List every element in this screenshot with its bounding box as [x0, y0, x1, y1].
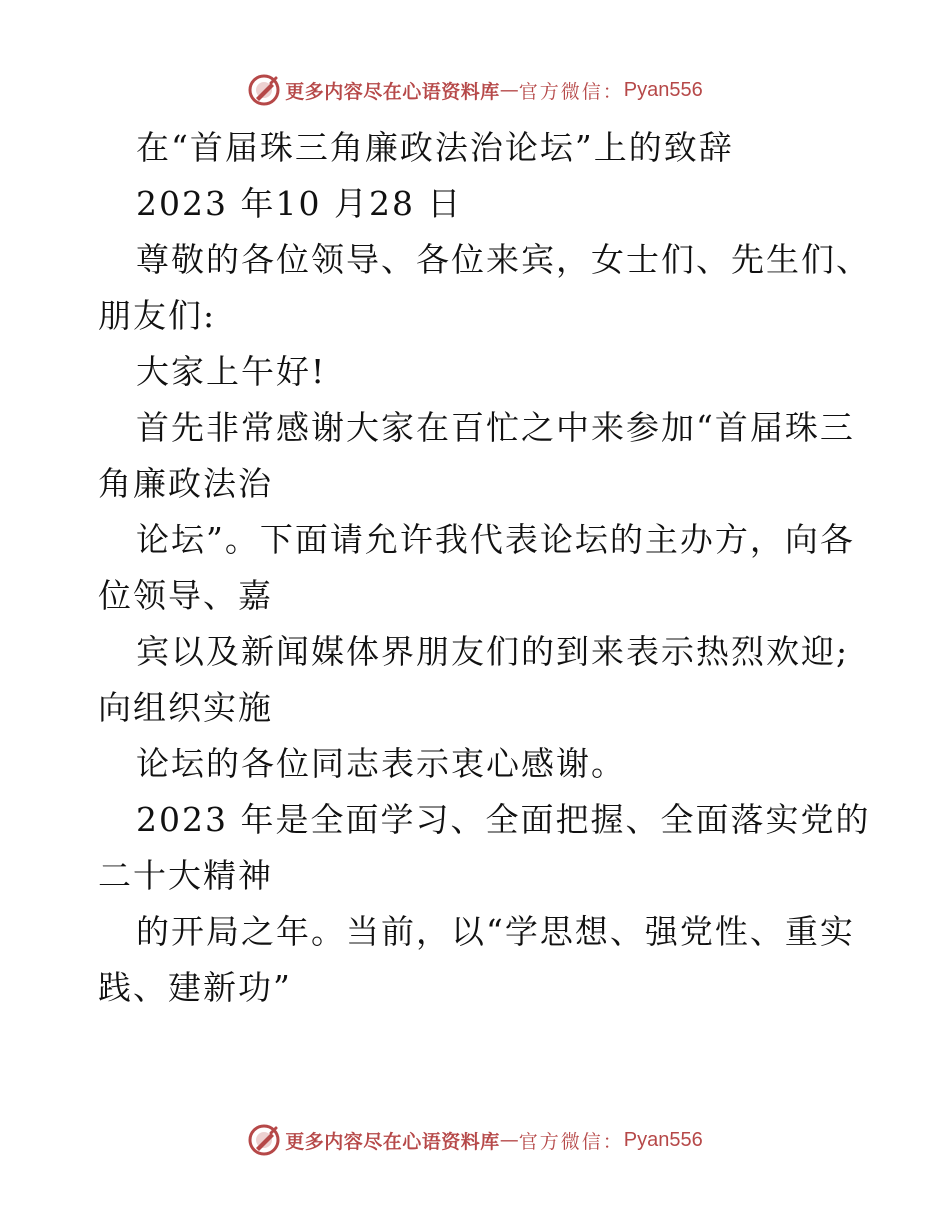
- banner-wechat-label: 官方微信：: [518, 80, 624, 103]
- header-watermark-banner: [0, 70, 950, 110]
- text-line: 朋友们:: [98, 296, 217, 335]
- text-line: 尊敬的各位领导、各位来宾，女士们、先生们、: [136, 240, 871, 279]
- banner-wechat-label: 官方微信：: [518, 1130, 624, 1153]
- text-line: 2023 年是全面学习、全面把握、全面落实党的: [136, 800, 871, 839]
- pen-logo-icon: [247, 73, 281, 107]
- document-title: 在“首届珠三角廉政法治论坛”上的致辞: [136, 128, 734, 167]
- text-line: 大家上午好!: [136, 352, 327, 391]
- text-line: 首先非常感谢大家在百忙之中来参加“首届珠三: [136, 408, 855, 447]
- pen-logo-icon: [247, 1123, 281, 1157]
- text-line: 践、建新功”: [98, 968, 292, 1007]
- footer-watermark-banner: [0, 1120, 950, 1160]
- text-line: 向组织实施: [98, 688, 273, 727]
- text-line: 宾以及新闻媒体界朋友们的到来表示热烈欢迎;: [136, 632, 850, 671]
- document-date: 2023 年10 月28 日: [136, 184, 463, 223]
- text-line: 二十大精神: [98, 856, 273, 895]
- text-line: 的开局之年。当前，以“学思想、强党性、重实: [136, 912, 855, 951]
- banner-text: 更多内容尽在心语资料库: [285, 80, 500, 103]
- text-line: 角廉政法治: [98, 464, 273, 503]
- banner-wechat-id: Pyan556: [623, 78, 703, 101]
- text-line: 位领导、嘉: [98, 576, 273, 615]
- banner-separator: —: [499, 1129, 519, 1151]
- text-line: 论坛的各位同志表示衷心感谢。: [136, 744, 626, 783]
- banner-text: 更多内容尽在心语资料库: [285, 1130, 500, 1153]
- banner-separator: —: [499, 79, 519, 101]
- text-line: 论坛”。下面请允许我代表论坛的主办方，向各: [136, 520, 855, 559]
- document-body: [98, 120, 871, 1016]
- banner-wechat-id: Pyan556: [623, 1128, 703, 1151]
